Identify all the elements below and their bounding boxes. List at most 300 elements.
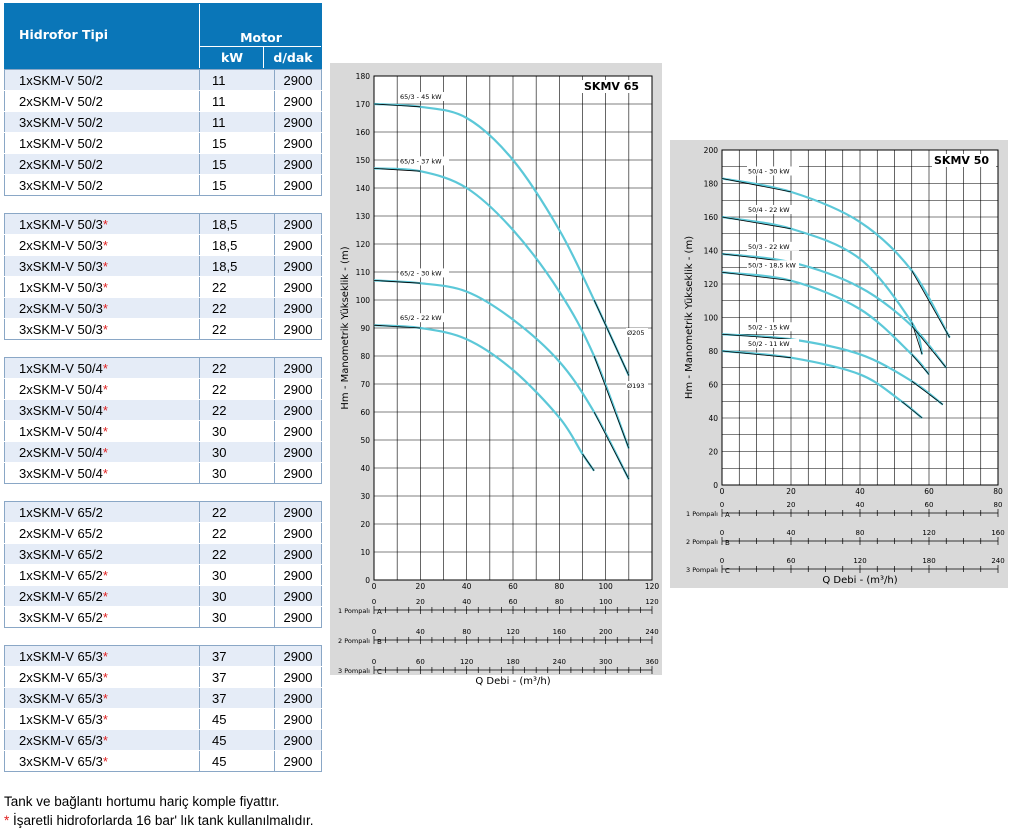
pump-type-cell bbox=[5, 442, 200, 463]
motor-kw-cell: 45 bbox=[200, 709, 275, 730]
pressure-star: * bbox=[102, 690, 108, 706]
pump-axis-tick-label: 0 bbox=[719, 529, 725, 537]
pump-type-cell bbox=[5, 358, 200, 379]
y-tick-label: 60 bbox=[708, 380, 718, 390]
pump-price-tables bbox=[4, 3, 322, 772]
x-tick-label: 0 bbox=[371, 582, 377, 591]
pump-type: 3xSKM-V 50/3 bbox=[19, 321, 103, 337]
pump-type: 1xSKM-V 50/3 bbox=[19, 279, 103, 295]
table-row bbox=[5, 400, 322, 421]
pump-type: 1xSKM-V 50/2 bbox=[19, 135, 103, 151]
pump-type-cell bbox=[5, 523, 200, 544]
motor-kw-cell: 18,5 bbox=[200, 256, 275, 277]
pump-axis-letter: B bbox=[725, 539, 730, 547]
pump-axis-tick-label: 80 bbox=[855, 529, 865, 537]
pump-axis-tick-label: 0 bbox=[371, 598, 377, 606]
pump-axis-label: 3 Pompalı bbox=[338, 667, 370, 675]
table-row bbox=[5, 358, 322, 379]
pressure-star: * bbox=[102, 753, 108, 769]
pump-group-table bbox=[4, 213, 322, 340]
pump-axis-tick-label: 0 bbox=[371, 628, 377, 636]
motor-kw-cell: 15 bbox=[200, 175, 275, 196]
note-star: * bbox=[4, 813, 10, 828]
pump-axis-tick-label: 120 bbox=[853, 557, 867, 565]
table-row bbox=[5, 319, 322, 340]
table-row bbox=[5, 565, 322, 586]
pump-type: 2xSKM-V 50/3 bbox=[19, 300, 103, 316]
pump-type-cell bbox=[5, 586, 200, 607]
pump-type: 2xSKM-V 50/4 bbox=[19, 381, 103, 397]
pump-type-cell bbox=[5, 751, 200, 772]
y-tick-label: 120 bbox=[703, 280, 718, 289]
pump-axis-letter: C bbox=[377, 668, 382, 676]
pump-type: 1xSKM-V 50/3 bbox=[19, 216, 103, 232]
pump-type-cell bbox=[5, 112, 200, 133]
table-row bbox=[5, 751, 322, 772]
pump-type: 2xSKM-V 50/3 bbox=[19, 237, 103, 253]
pump-axis-tick-label: 60 bbox=[924, 501, 934, 509]
table-row bbox=[5, 133, 322, 154]
y-tick-label: 40 bbox=[708, 414, 718, 423]
pump-axis-tick-label: 80 bbox=[554, 598, 564, 606]
x-tick-label: 60 bbox=[508, 582, 518, 591]
motor-rpm-cell: 2900 bbox=[275, 544, 322, 565]
pump-axis-letter: A bbox=[725, 511, 730, 519]
y-tick-label: 140 bbox=[355, 184, 370, 193]
y-axis-label: Hm - Manometrik Yükseklik - (m) bbox=[684, 235, 695, 400]
x-tick-label: 0 bbox=[719, 487, 725, 496]
pump-group-table bbox=[4, 645, 322, 772]
pump-type-cell bbox=[5, 298, 200, 319]
pump-type-cell bbox=[5, 421, 200, 442]
pump-axis-tick-label: 160 bbox=[991, 529, 1005, 537]
pump-type: 1xSKM-V 65/3 bbox=[19, 711, 103, 727]
pump-axis-tick-label: 240 bbox=[991, 557, 1005, 565]
pump-type: 2xSKM-V 65/3 bbox=[19, 732, 103, 748]
pump-axis-tick-label: 360 bbox=[645, 658, 659, 666]
pump-type-cell bbox=[5, 70, 200, 91]
y-tick-label: 0 bbox=[713, 481, 718, 490]
pump-type: 2xSKM-V 65/2 bbox=[19, 525, 103, 541]
motor-rpm-cell: 2900 bbox=[275, 688, 322, 709]
diameter-annotation: Ø193 bbox=[627, 382, 645, 390]
pressure-star: * bbox=[102, 567, 108, 583]
table-row bbox=[5, 256, 322, 277]
pump-axis-tick-label: 40 bbox=[462, 598, 472, 606]
pump-axis-tick-label: 0 bbox=[719, 501, 725, 509]
pump-axis-tick-label: 120 bbox=[922, 529, 936, 537]
pump-type-cell bbox=[5, 463, 200, 484]
table-row bbox=[5, 70, 322, 91]
pressure-star: * bbox=[102, 423, 108, 439]
x-tick-label: 40 bbox=[855, 487, 865, 496]
motor-rpm-cell: 2900 bbox=[275, 133, 322, 154]
chart-title: SKMV 50 bbox=[934, 154, 990, 167]
pump-axis-tick-label: 40 bbox=[855, 501, 865, 509]
pump-axis-tick-label: 160 bbox=[552, 628, 567, 636]
series-label: 65/2 - 30 kW bbox=[400, 269, 442, 278]
pump-axis-letter: B bbox=[377, 638, 382, 646]
pump-type-cell bbox=[5, 91, 200, 112]
pump-type-cell bbox=[5, 379, 200, 400]
header-type-label: Hidrofor Tipi bbox=[19, 27, 109, 42]
header-kw-label: kW bbox=[220, 50, 244, 65]
motor-kw-cell: 22 bbox=[200, 319, 275, 340]
y-tick-label: 160 bbox=[703, 213, 718, 222]
y-tick-label: 170 bbox=[355, 100, 370, 109]
motor-rpm-cell: 2900 bbox=[275, 565, 322, 586]
header-rpm-label: d/dak bbox=[273, 50, 313, 65]
pump-axis-tick-label: 0 bbox=[719, 557, 725, 565]
y-tick-label: 70 bbox=[360, 380, 370, 389]
pump-type: 2xSKM-V 50/4 bbox=[19, 444, 103, 460]
table-row bbox=[5, 421, 322, 442]
pump-axis-tick-label: 180 bbox=[506, 658, 520, 666]
pump-type: 1xSKM-V 50/4 bbox=[19, 423, 103, 439]
x-axis-label: Q Debi - (m³/h) bbox=[822, 575, 898, 586]
x-tick-label: 60 bbox=[924, 487, 934, 496]
y-axis-label: Hm - Manometrik Yükseklik - (m) bbox=[340, 246, 351, 410]
y-tick-label: 50 bbox=[360, 436, 370, 445]
y-tick-label: 160 bbox=[355, 128, 370, 137]
motor-rpm-cell: 2900 bbox=[275, 463, 322, 484]
motor-rpm-cell: 2900 bbox=[275, 646, 322, 667]
pump-type-cell bbox=[5, 688, 200, 709]
table-row bbox=[5, 235, 322, 256]
motor-kw-cell: 11 bbox=[200, 112, 275, 133]
motor-rpm-cell: 2900 bbox=[275, 502, 322, 523]
motor-rpm-cell: 2900 bbox=[275, 730, 322, 751]
pressure-star: * bbox=[102, 711, 108, 727]
y-tick-label: 80 bbox=[360, 352, 370, 361]
pump-axis-tick-label: 100 bbox=[598, 598, 613, 606]
pump-axis-label: 1 Pompalı bbox=[686, 510, 718, 518]
pump-type-cell bbox=[5, 256, 200, 277]
x-tick-label: 120 bbox=[644, 582, 660, 591]
motor-rpm-cell: 2900 bbox=[275, 154, 322, 175]
motor-rpm-cell: 2900 bbox=[275, 400, 322, 421]
motor-kw-cell: 22 bbox=[200, 298, 275, 319]
motor-kw-cell: 37 bbox=[200, 667, 275, 688]
pump-type-cell bbox=[5, 667, 200, 688]
motor-kw-cell: 30 bbox=[200, 463, 275, 484]
chart-title: SKMV 65 bbox=[584, 80, 640, 93]
pump-type-cell bbox=[5, 730, 200, 751]
note-price: Tank ve bağlantı hortumu hariç komple fiyattır. bbox=[4, 794, 280, 809]
y-tick-label: 100 bbox=[355, 296, 370, 305]
pressure-star: * bbox=[102, 648, 108, 664]
motor-rpm-cell: 2900 bbox=[275, 112, 322, 133]
table-row bbox=[5, 214, 322, 235]
pump-axis-tick-label: 60 bbox=[508, 598, 518, 606]
y-tick-label: 110 bbox=[355, 268, 370, 277]
pressure-star: * bbox=[102, 321, 108, 337]
x-tick-label: 80 bbox=[993, 487, 1003, 496]
motor-rpm-cell: 2900 bbox=[275, 319, 322, 340]
table-row bbox=[5, 646, 322, 667]
y-tick-label: 180 bbox=[355, 72, 370, 81]
motor-kw-cell: 22 bbox=[200, 379, 275, 400]
pump-axis-letter: A bbox=[377, 608, 382, 616]
pump-type-cell bbox=[5, 502, 200, 523]
pump-axis-tick-label: 200 bbox=[598, 628, 613, 636]
pump-type: 3xSKM-V 50/2 bbox=[19, 177, 103, 193]
motor-rpm-cell: 2900 bbox=[275, 256, 322, 277]
pump-type-cell bbox=[5, 319, 200, 340]
pressure-star: * bbox=[102, 216, 108, 232]
series-label: 65/2 - 22 kW bbox=[400, 314, 442, 323]
pump-type: 3xSKM-V 65/2 bbox=[19, 609, 103, 625]
series-label: 65/3 - 45 kW bbox=[400, 93, 442, 101]
motor-kw-cell: 22 bbox=[200, 523, 275, 544]
table-row bbox=[5, 523, 322, 544]
table-row bbox=[5, 709, 322, 730]
motor-rpm-cell: 2900 bbox=[275, 379, 322, 400]
table-row bbox=[5, 379, 322, 400]
pump-axis-tick-label: 300 bbox=[598, 658, 613, 666]
y-tick-label: 120 bbox=[355, 240, 370, 249]
x-tick-label: 40 bbox=[461, 582, 472, 591]
pressure-star: * bbox=[102, 300, 108, 316]
pressure-star: * bbox=[102, 465, 108, 481]
pump-type: 2xSKM-V 50/2 bbox=[19, 93, 103, 109]
pump-type: 2xSKM-V 65/2 bbox=[19, 588, 103, 604]
motor-rpm-cell: 2900 bbox=[275, 523, 322, 544]
pump-type: 3xSKM-V 50/3 bbox=[19, 258, 103, 274]
y-tick-label: 200 bbox=[703, 146, 718, 155]
footnotes bbox=[4, 794, 313, 832]
table-row bbox=[5, 442, 322, 463]
x-tick-label: 80 bbox=[554, 582, 565, 591]
note-tank-text: İşaretli hidroforlarda 16 bar' lık tank kullanılmalıdır. bbox=[9, 813, 314, 828]
y-tick-label: 40 bbox=[360, 464, 370, 473]
pressure-star: * bbox=[102, 279, 108, 295]
motor-kw-cell: 22 bbox=[200, 400, 275, 421]
pump-type-cell bbox=[5, 154, 200, 175]
pump-axis-label: 2 Pompalı bbox=[686, 538, 718, 546]
pressure-star: * bbox=[102, 588, 108, 604]
motor-kw-cell: 18,5 bbox=[200, 214, 275, 235]
series-label: 50/3 - 22 kW bbox=[748, 242, 790, 251]
table-row bbox=[5, 688, 322, 709]
motor-rpm-cell: 2900 bbox=[275, 214, 322, 235]
pump-type: 2xSKM-V 65/3 bbox=[19, 669, 103, 685]
motor-rpm-cell: 2900 bbox=[275, 298, 322, 319]
motor-rpm-cell: 2900 bbox=[275, 421, 322, 442]
pump-axis-tick-label: 240 bbox=[552, 658, 567, 666]
chart-skmv65 bbox=[330, 63, 662, 687]
pressure-star: * bbox=[102, 402, 108, 418]
motor-kw-cell: 37 bbox=[200, 688, 275, 709]
pump-type: 1xSKM-V 65/3 bbox=[19, 648, 103, 664]
pressure-star: * bbox=[102, 237, 108, 253]
pump-axis-tick-label: 180 bbox=[922, 557, 936, 565]
motor-rpm-cell: 2900 bbox=[275, 70, 322, 91]
pump-axis-tick-label: 120 bbox=[459, 658, 474, 666]
motor-kw-cell: 45 bbox=[200, 751, 275, 772]
y-tick-label: 130 bbox=[355, 212, 370, 221]
motor-kw-cell: 22 bbox=[200, 277, 275, 298]
y-tick-label: 180 bbox=[703, 179, 718, 189]
table-row bbox=[5, 175, 322, 196]
motor-rpm-cell: 2900 bbox=[275, 358, 322, 379]
y-tick-label: 10 bbox=[360, 548, 370, 557]
chart-skmv50 bbox=[670, 140, 1008, 588]
pump-type: 1xSKM-V 50/4 bbox=[19, 360, 103, 376]
y-tick-label: 80 bbox=[708, 347, 718, 356]
motor-kw-cell: 45 bbox=[200, 730, 275, 751]
pump-type: 3xSKM-V 50/4 bbox=[19, 402, 103, 418]
motor-kw-cell: 30 bbox=[200, 421, 275, 442]
y-tick-label: 100 bbox=[703, 313, 718, 323]
series-label: 50/4 - 30 kW bbox=[748, 167, 790, 176]
pump-axis-tick-label: 20 bbox=[415, 598, 425, 606]
motor-rpm-cell: 2900 bbox=[275, 442, 322, 463]
pump-axis-tick-label: 20 bbox=[786, 501, 796, 509]
pump-group-table bbox=[4, 69, 322, 196]
pump-axis-tick-label: 120 bbox=[645, 598, 659, 606]
table-groups bbox=[4, 69, 322, 772]
y-tick-label: 140 bbox=[703, 246, 718, 256]
pump-axis-tick-label: 240 bbox=[645, 628, 659, 636]
x-axis-label: Q Debi - (m³/h) bbox=[475, 676, 551, 687]
pressure-star: * bbox=[102, 360, 108, 376]
pressure-star: * bbox=[102, 258, 108, 274]
y-tick-label: 0 bbox=[365, 576, 370, 585]
pump-type: 3xSKM-V 65/3 bbox=[19, 753, 103, 769]
pump-axis-tick-label: 0 bbox=[371, 658, 377, 666]
pump-type-cell bbox=[5, 235, 200, 256]
motor-kw-cell: 11 bbox=[200, 91, 275, 112]
motor-rpm-cell: 2900 bbox=[275, 667, 322, 688]
pump-type: 3xSKM-V 50/2 bbox=[19, 114, 103, 130]
table-row bbox=[5, 112, 322, 133]
pump-axis-tick-label: 80 bbox=[462, 628, 472, 636]
series-label: 50/4 - 22 kW bbox=[748, 206, 790, 214]
series-label: 65/3 - 37 kW bbox=[400, 157, 442, 166]
y-tick-label: 90 bbox=[360, 324, 370, 333]
motor-kw-cell: 22 bbox=[200, 502, 275, 523]
pump-axis-tick-label: 60 bbox=[786, 557, 796, 565]
pressure-star: * bbox=[102, 669, 108, 685]
series-label: 50/3 - 18,5 kW bbox=[748, 261, 796, 270]
motor-kw-cell: 18,5 bbox=[200, 235, 275, 256]
chart-skmv50-panel bbox=[670, 140, 1008, 588]
pump-type-cell bbox=[5, 607, 200, 628]
y-tick-label: 150 bbox=[355, 156, 370, 165]
motor-rpm-cell: 2900 bbox=[275, 709, 322, 730]
pressure-star: * bbox=[102, 444, 108, 460]
x-tick-label: 100 bbox=[598, 582, 613, 591]
pressure-star: * bbox=[102, 732, 108, 748]
pump-axis-tick-label: 40 bbox=[415, 628, 425, 636]
pump-type-cell bbox=[5, 175, 200, 196]
pump-group-table bbox=[4, 357, 322, 484]
pump-axis-letter: C bbox=[725, 567, 730, 575]
motor-rpm-cell: 2900 bbox=[275, 277, 322, 298]
table-row bbox=[5, 463, 322, 484]
y-tick-label: 30 bbox=[360, 492, 370, 501]
pump-type-cell bbox=[5, 565, 200, 586]
pump-axis-tick-label: 60 bbox=[415, 658, 425, 666]
motor-kw-cell: 15 bbox=[200, 154, 275, 175]
motor-rpm-cell: 2900 bbox=[275, 751, 322, 772]
series-label: 50/2 - 15 kW bbox=[748, 323, 790, 332]
pump-type: 1xSKM-V 65/2 bbox=[19, 504, 103, 520]
pump-type: 1xSKM-V 65/2 bbox=[19, 567, 103, 583]
motor-rpm-cell: 2900 bbox=[275, 607, 322, 628]
table-row bbox=[5, 277, 322, 298]
pump-type: 1xSKM-V 50/2 bbox=[19, 72, 103, 88]
table-row bbox=[5, 586, 322, 607]
motor-kw-cell: 30 bbox=[200, 442, 275, 463]
pump-type-cell bbox=[5, 277, 200, 298]
x-tick-label: 20 bbox=[786, 487, 796, 496]
pump-type: 3xSKM-V 50/4 bbox=[19, 465, 103, 481]
table-row bbox=[5, 298, 322, 319]
motor-rpm-cell: 2900 bbox=[275, 235, 322, 256]
series-label: 50/2 - 11 kW bbox=[748, 340, 790, 348]
motor-rpm-cell: 2900 bbox=[275, 586, 322, 607]
pump-group-table bbox=[4, 501, 322, 628]
pump-type-cell bbox=[5, 400, 200, 421]
table-row bbox=[5, 667, 322, 688]
motor-kw-cell: 11 bbox=[200, 70, 275, 91]
table-row bbox=[5, 607, 322, 628]
pump-type: 3xSKM-V 65/2 bbox=[19, 546, 103, 562]
y-tick-label: 20 bbox=[708, 447, 718, 457]
pump-type-cell bbox=[5, 133, 200, 154]
motor-kw-cell: 37 bbox=[200, 646, 275, 667]
motor-kw-cell: 22 bbox=[200, 544, 275, 565]
pump-axis-tick-label: 120 bbox=[506, 628, 520, 636]
pump-type-cell bbox=[5, 646, 200, 667]
motor-kw-cell: 15 bbox=[200, 133, 275, 154]
pump-axis-label: 1 Pompalı bbox=[338, 607, 370, 615]
table-row bbox=[5, 91, 322, 112]
pump-type: 3xSKM-V 65/3 bbox=[19, 690, 103, 706]
pump-type-cell bbox=[5, 214, 200, 235]
chart-skmv65-panel bbox=[330, 63, 662, 687]
y-tick-label: 20 bbox=[360, 520, 370, 529]
pump-axis-label: 2 Pompalı bbox=[338, 637, 370, 645]
table-row bbox=[5, 730, 322, 751]
header-motor-label: Motor bbox=[240, 30, 282, 45]
pump-type-cell bbox=[5, 709, 200, 730]
motor-kw-cell: 30 bbox=[200, 607, 275, 628]
diameter-annotation: Ø205 bbox=[627, 329, 645, 337]
x-tick-label: 20 bbox=[415, 582, 426, 591]
pump-axis-tick-label: 40 bbox=[786, 529, 796, 537]
motor-rpm-cell: 2900 bbox=[275, 175, 322, 196]
pressure-star: * bbox=[102, 609, 108, 625]
table-row bbox=[5, 154, 322, 175]
pump-axis-tick-label: 80 bbox=[993, 501, 1003, 509]
table-header bbox=[4, 3, 322, 69]
table-row bbox=[5, 502, 322, 523]
pump-type: 2xSKM-V 50/2 bbox=[19, 156, 103, 172]
motor-kw-cell: 30 bbox=[200, 565, 275, 586]
table-row bbox=[5, 544, 322, 565]
pump-axis-label: 3 Pompalı bbox=[686, 566, 718, 574]
pump-type-cell bbox=[5, 544, 200, 565]
y-tick-label: 60 bbox=[360, 408, 370, 417]
motor-rpm-cell: 2900 bbox=[275, 91, 322, 112]
pressure-star: * bbox=[102, 381, 108, 397]
note-tank bbox=[4, 813, 313, 832]
motor-kw-cell: 22 bbox=[200, 358, 275, 379]
motor-kw-cell: 30 bbox=[200, 586, 275, 607]
